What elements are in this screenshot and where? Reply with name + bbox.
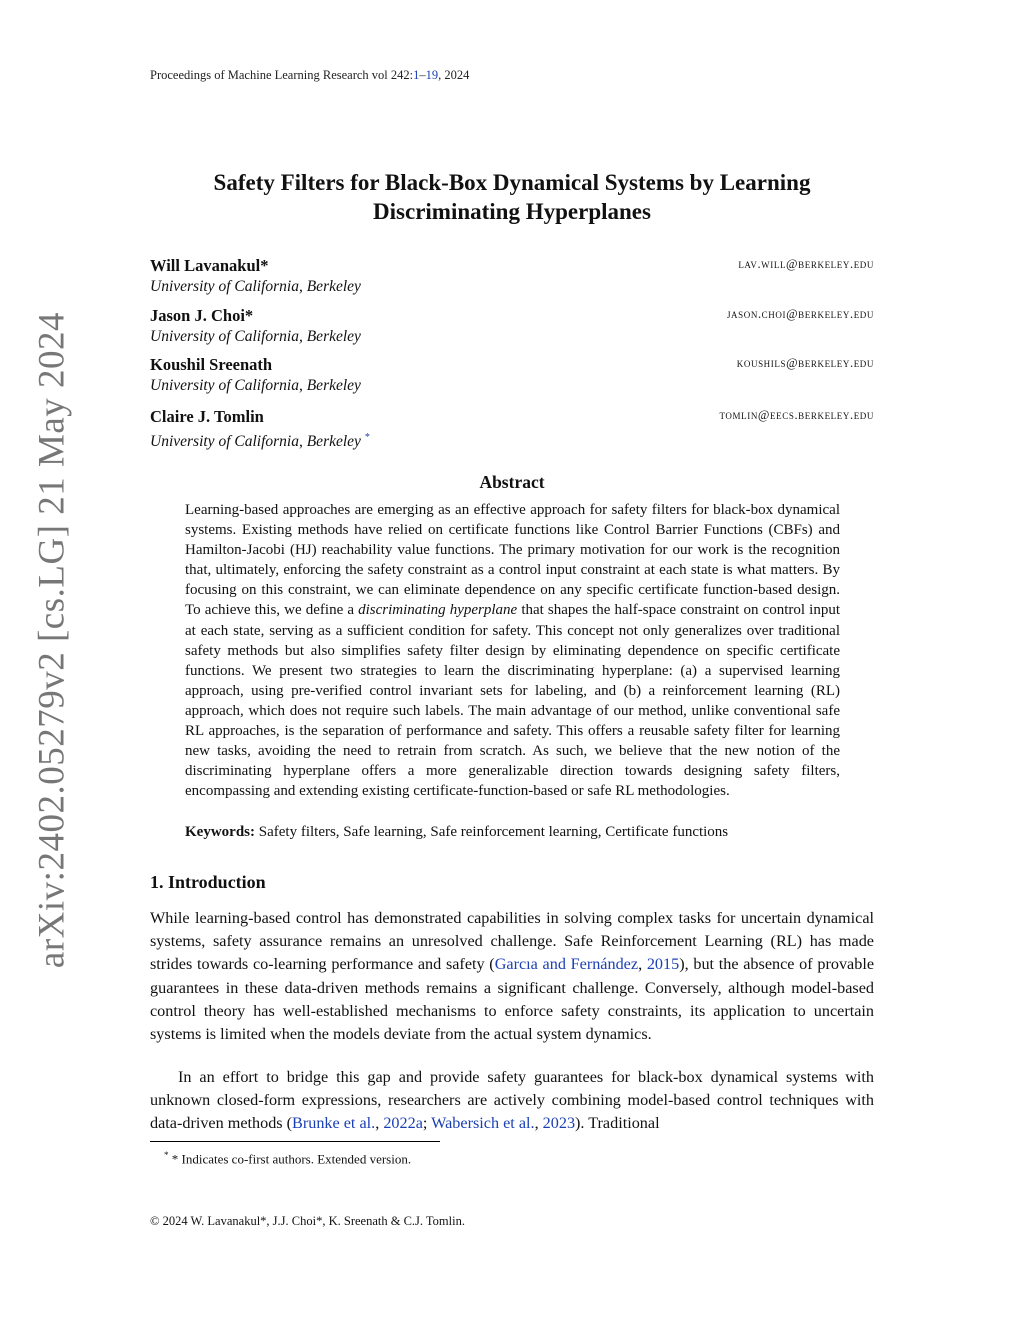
citation-wabersich-year[interactable]: 2023: [542, 1114, 576, 1133]
abstract-emphasis: discriminating hyperplane: [358, 602, 518, 619]
author-name: Claire J. Tomlin: [150, 407, 264, 426]
footnote: [164, 1150, 411, 1167]
author-affiliation: University of California, Berkeley: [150, 433, 361, 451]
footnote-text: * Indicates co-first authors. Extended version.: [168, 1151, 412, 1167]
author-2: [150, 305, 874, 347]
keywords-label: Keywords:: [185, 824, 255, 840]
author-affiliation: University of California, Berkeley: [150, 328, 361, 345]
intro-paragraph-1: [150, 907, 874, 1046]
page-start-link[interactable]: 1: [413, 68, 420, 82]
abstract-text-2: that shapes the half-space constraint on control input at each state, serving as a sufficient condition for safety. This concept not only generalizes over traditional safety methods but also simplifies safety filter design by eliminating dependence on specific certificate functions. We present two strategies to learn the discriminating hyperplane: (a) a supervised learning approach, using pre-verified control invariant sets for labeling, and (b) a reinforcement learning (RL) approach, which does not require such labels. The main advantage of our method, unlike conventional safe RL approaches, is the separation of performance and safety. This offers a reusable safety filter for learning new tasks, avoiding the need to retrain from scratch. As such, we believe that the new notion of the discriminating hyperplane offers a more generalizable direction towards designing safety filters, encompassing and extending existing certificate-function-based or safe RL methodologies.: [185, 602, 840, 800]
running-header-prefix: Proceedings of Machine Learning Research vol 242:: [150, 68, 414, 82]
paragraph-text: While learning-based control has demonstrated capabilities in solving complex tasks for uncertain dynamical systems, safety assurance remains an unresolved challenge. Safe Reinforcement Learning (RL) has made strides towards co-learning performance and safety (: [150, 909, 874, 974]
citation-garcia-name[interactable]: Garcıa and Fernández: [494, 955, 639, 974]
paragraph-text: ). Traditional: [575, 1114, 660, 1133]
page-range-dash: –: [419, 68, 426, 82]
paragraph-text: ), but the absence of provable guarantees in these data-driven methods remains a significant challenge. Conversely, although model-based control theory has well-established mechanisms to enforce safety constraints, its application to uncertain systems is limited when the models deviate from the actual system dynamics.: [150, 955, 875, 1044]
footnote-mark-link[interactable]: *: [364, 432, 370, 443]
running-header: [150, 68, 469, 83]
author-name: Will Lavanakul*: [150, 256, 269, 275]
author-email[interactable]: koushils@berkeley.edu: [736, 356, 874, 370]
author-3: [150, 354, 874, 396]
author-email[interactable]: lav.will@berkeley.edu: [738, 257, 874, 271]
footnote-mark: *: [164, 1150, 169, 1160]
abstract-heading: Abstract: [479, 472, 545, 492]
abstract-text-1: Learning-based approaches are emerging as an effective approach for safety filters for black-box dynamical systems. Existing methods have relied on certificate functions like Control Barrier Functions (CBFs) and Hamilton-Jacobi (HJ) reachability value functions. The primary motivation for our work is the recognition that, ultimately, enforcing the safety constraint as a control input constraint at each state is what matters. By focusing on this constraint, we can eliminate dependence on any specific certificate function-based design. To achieve this, we define a: [185, 502, 840, 619]
arxiv-stamp-text: arXiv:2402.05279v2 [cs.LG] 21 May 2024: [31, 311, 73, 969]
page-end-link[interactable]: 19: [425, 68, 439, 82]
citation-wabersich-name[interactable]: Wabersich et al.: [431, 1114, 535, 1133]
title-line-2: Discriminating Hyperplanes: [373, 199, 651, 224]
copyright-notice: © 2024 W. Lavanakul*, J.J. Choi*, K. Sreenath & C.J. Tomlin.: [150, 1214, 465, 1228]
section-heading: 1. Introduction: [150, 872, 266, 892]
paragraph-text: In an effort to bridge this gap and provide safety guarantees for black-box dynamical systems with unknown closed-form expressions, researchers are actively combining model-based control techniques with data-driven methods (: [150, 1068, 874, 1133]
citation-separator: ;: [422, 1114, 432, 1133]
title-line-1: Safety Filters for Black-Box Dynamical Systems by Learning: [213, 170, 811, 195]
author-email[interactable]: jason.choi@berkeley.edu: [726, 307, 874, 321]
running-header-suffix: , 2024: [438, 68, 470, 82]
author-1: [150, 255, 874, 297]
citation-separator: ,: [638, 955, 647, 974]
citation-separator: ,: [375, 1114, 384, 1133]
author-name: Jason J. Choi*: [150, 306, 254, 325]
citation-garcia-year[interactable]: 2015: [646, 955, 680, 974]
citation-brunke-name[interactable]: Brunke et al.: [292, 1114, 376, 1133]
intro-paragraph-2: [150, 1066, 874, 1136]
keywords: [185, 822, 840, 842]
author-4: [150, 406, 874, 452]
author-affiliation: University of California, Berkeley: [150, 278, 361, 295]
author-affiliation: University of California, Berkeley: [150, 377, 361, 394]
footnote-rule: [150, 1141, 440, 1142]
citation-separator: ,: [534, 1114, 543, 1133]
author-email[interactable]: tomlin@eecs.berkeley.edu: [719, 408, 874, 422]
author-name: Koushil Sreenath: [150, 355, 273, 374]
author-affiliation-line: [150, 427, 874, 452]
abstract-body: [185, 500, 840, 801]
citation-brunke-year[interactable]: 2022a: [383, 1114, 423, 1133]
keywords-list: Safety filters, Safe learning, Safe reinforcement learning, Certificate functions: [255, 824, 729, 840]
paper-title: [150, 168, 874, 226]
